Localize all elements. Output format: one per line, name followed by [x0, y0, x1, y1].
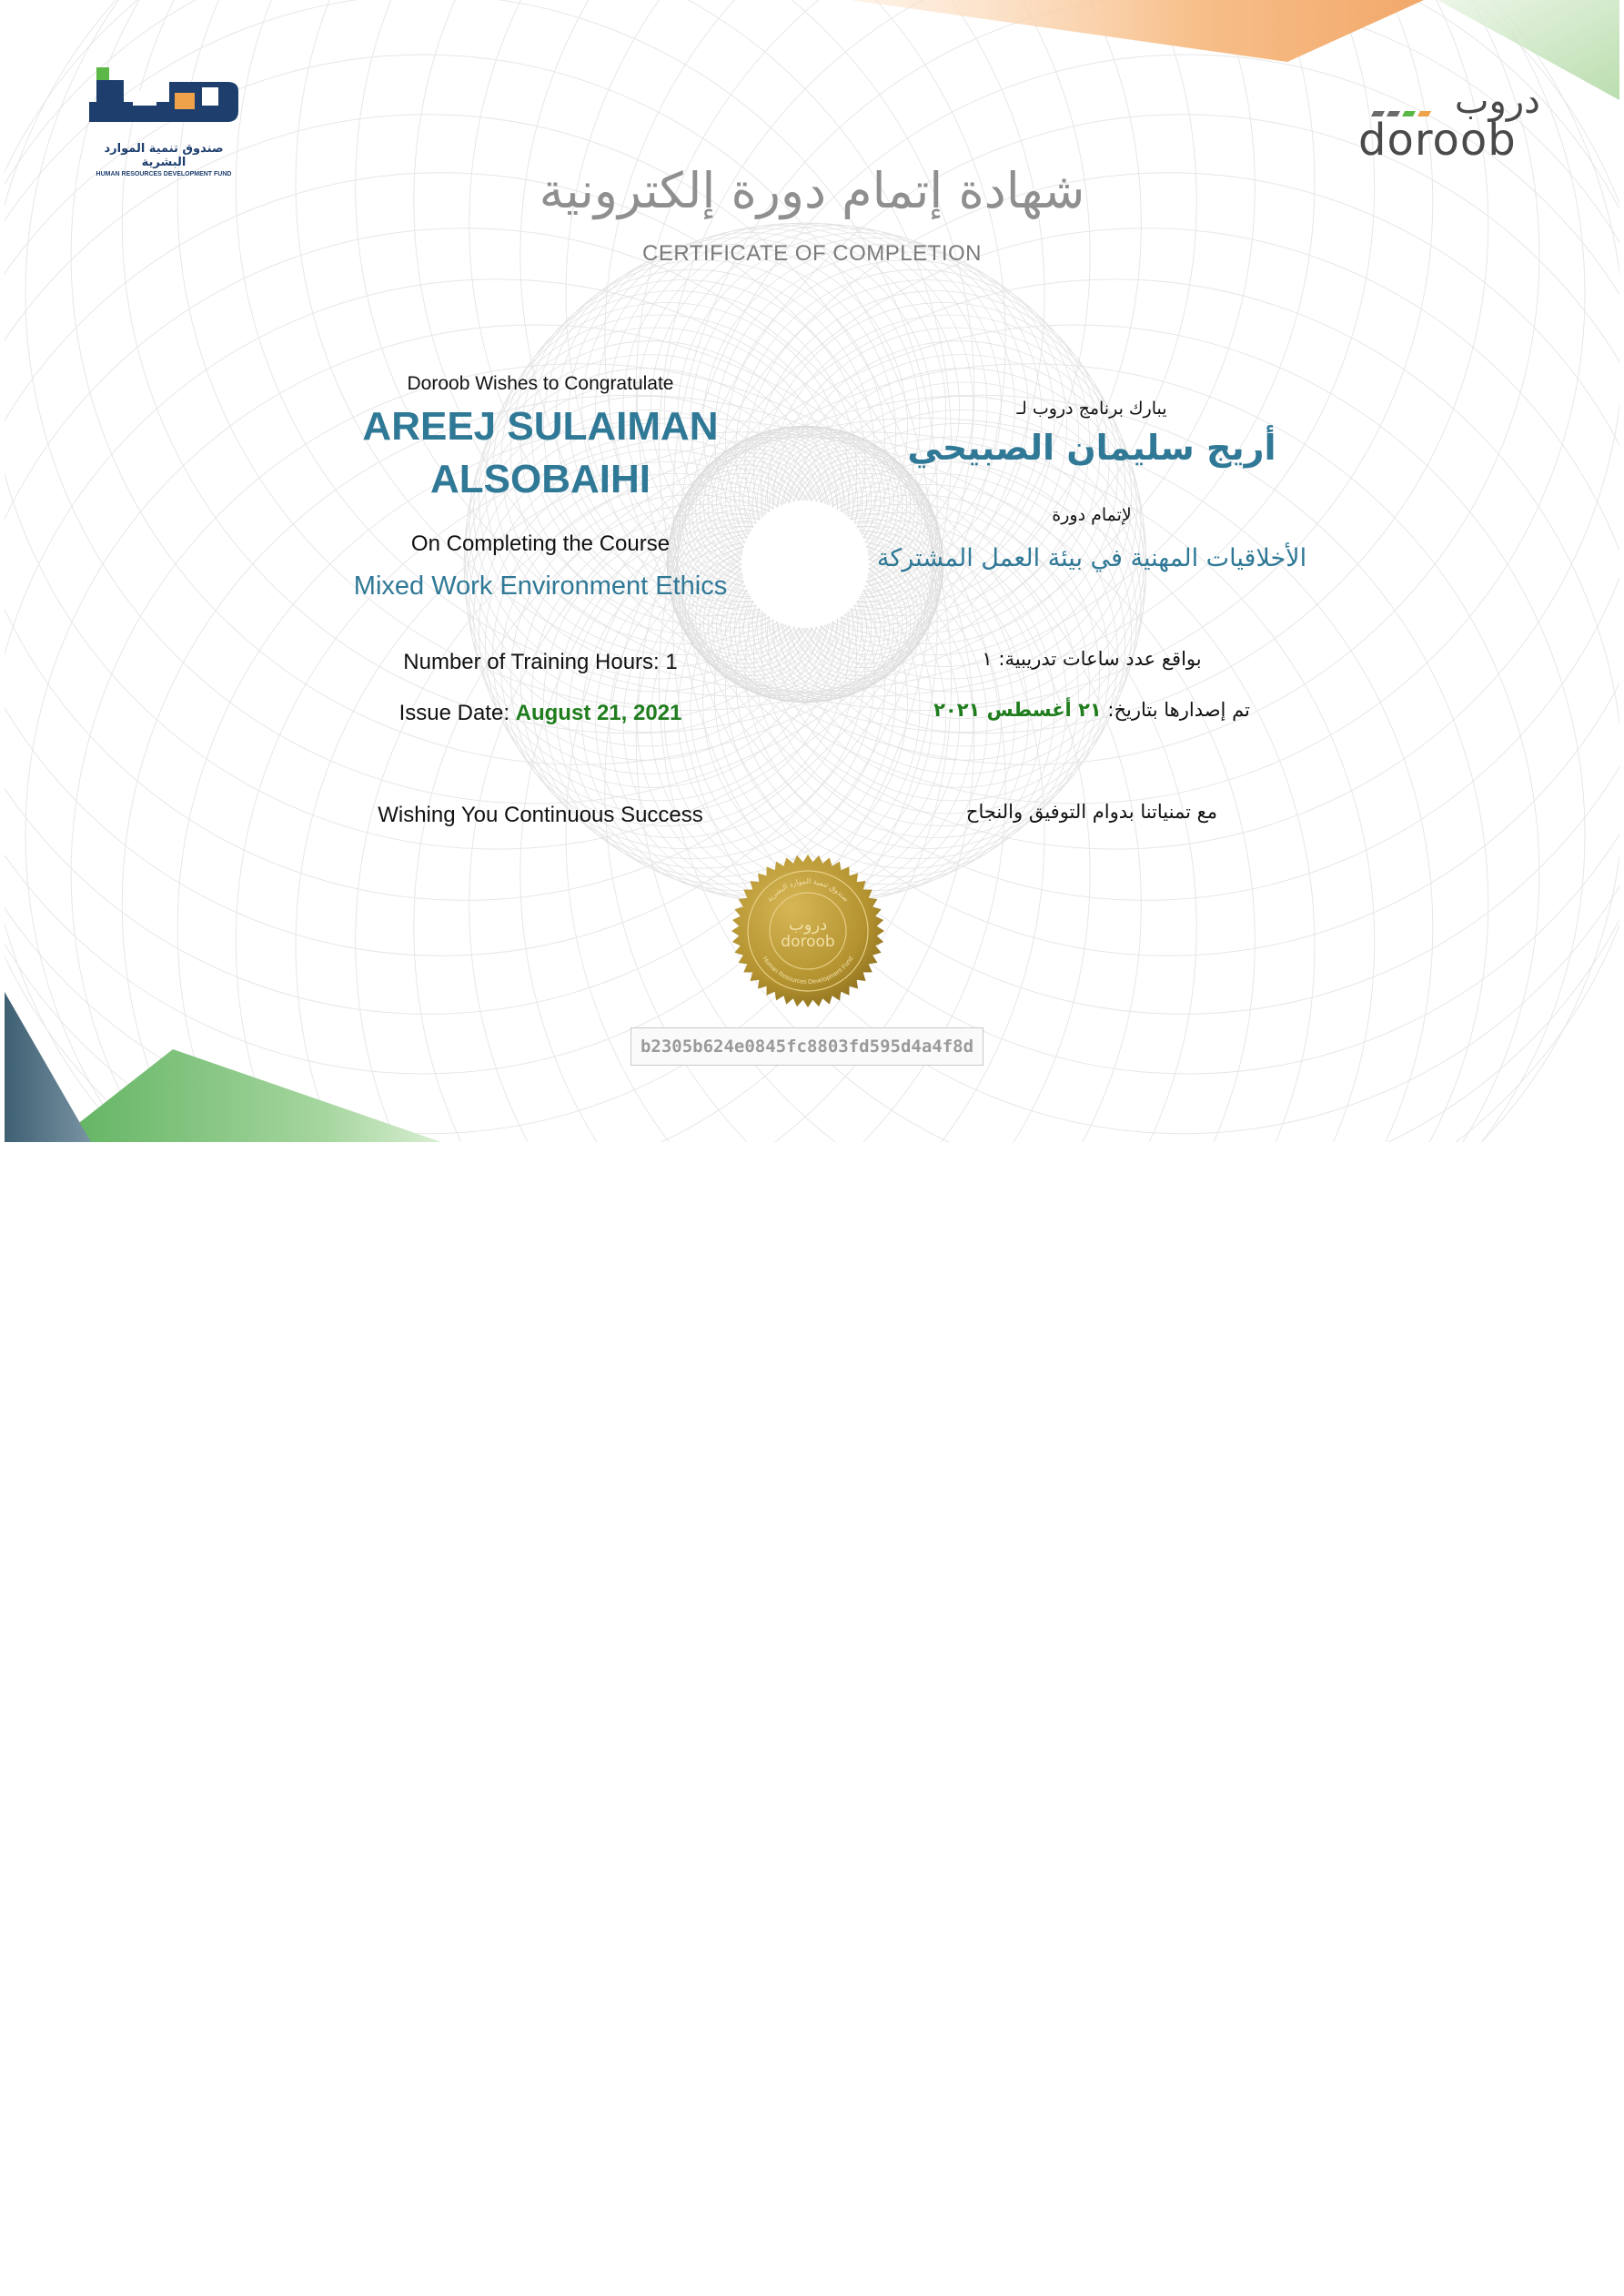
congratulate-en: Doroob Wishes to Congratulate	[407, 373, 674, 394]
hrdf-logo-text-ar: صندوق تنمية الموارد البشرية	[104, 142, 224, 169]
recipient-name-en	[267, 400, 813, 506]
recipient-name-en-line2: ALSOBAIHI	[430, 457, 651, 501]
seal-graphic	[731, 854, 885, 1008]
hrdf-logo-mark	[82, 64, 255, 137]
doroob-logo-text-ar: دروب	[1454, 80, 1540, 122]
certificate-title-en: CERTIFICATE OF COMPLETION	[642, 241, 982, 266]
issue-date-value-ar: ٢١ أغسطس ٢٠٢١	[933, 699, 1102, 721]
wishing-en: Wishing You Continuous Success	[378, 803, 703, 827]
training-hours-en: Number of Training Hours: 1	[403, 650, 678, 674]
certificate-title-ar: شهادة إتمام دورة إلكترونية	[539, 162, 1085, 219]
training-hours-ar: بواقع عدد ساعات تدريبية: ١	[982, 648, 1202, 670]
recipient-name-ar: أريج سليمان الصبيحي	[907, 428, 1276, 468]
gold-seal	[731, 854, 885, 1008]
course-name-en: Mixed Work Environment Ethics	[353, 571, 728, 601]
corner-slate-shape	[5, 992, 91, 1142]
seal-ring-text-en: Human Resources Development Fund	[761, 956, 855, 986]
verification-code[interactable]: b2305b624e0845fc8803fd595d4a4f8d	[630, 1027, 983, 1066]
recipient-name-en-line1: AREEJ SULAIMAN	[362, 404, 719, 449]
completing-en: On Completing the Course	[410, 531, 671, 556]
issue-date-label-ar: تم إصدارها بتاريخ:	[1101, 699, 1250, 721]
doroob-logo	[1351, 80, 1551, 167]
wishing-ar: مع تمنياتنا بدوام التوفيق والنجاح	[965, 801, 1218, 823]
congratulate-ar: يبارك برنامج دروب لـ	[1016, 399, 1167, 419]
issue-date-en	[267, 701, 813, 726]
hrdf-logo	[82, 64, 255, 177]
seal-text-ar: دروب	[788, 915, 828, 935]
certificate	[5, 0, 1619, 1142]
hrdf-logo-text-en: HUMAN RESOURCES DEVELOPMENT FUND	[96, 171, 232, 177]
issue-date-value-en: August 21, 2021	[515, 701, 682, 725]
corner-green-bottom-shape	[55, 1049, 441, 1142]
seal-ring-text-ar: صندوق تنمية الموارد البشرية	[765, 876, 851, 904]
corner-orange-shape	[851, 0, 1424, 62]
doroob-logo-text-en: doroob	[1358, 115, 1517, 166]
seal-text-en: doroob	[781, 933, 835, 951]
completing-ar: لإتمام دورة	[1052, 505, 1132, 525]
course-name-ar: الأخلاقيات المهنية في بيئة العمل المشتركة	[876, 544, 1307, 572]
issue-date-ar	[819, 699, 1365, 721]
issue-date-label-en: Issue Date:	[398, 701, 516, 725]
